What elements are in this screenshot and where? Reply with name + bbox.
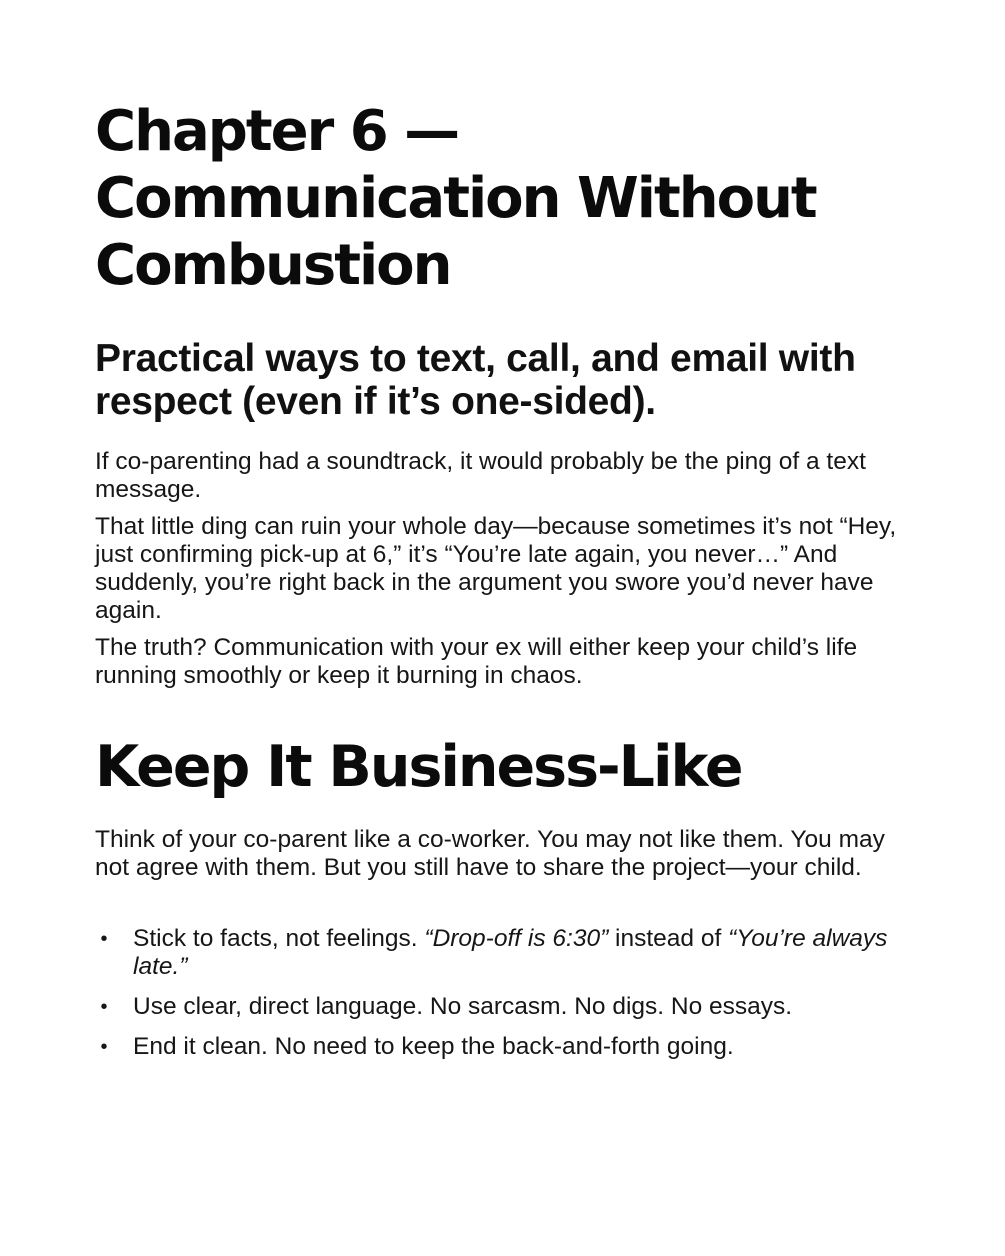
list-item [95,925,915,981]
tip-example-good: “Drop-off is 6:30” [424,925,609,952]
tip-text: End it clean. No need to keep the back-and-forth going. [133,1033,734,1060]
intro-paragraph: The truth? Communication with your ex will either keep your child’s life running smoothly or keep it burning in chaos. [95,634,858,689]
bullet-icon: • [100,1036,108,1058]
chapter-title-line: Combustion [95,233,451,298]
chapter-title [95,98,915,299]
tip-connector: instead of [608,925,729,952]
bullet-icon: • [100,996,108,1018]
list-item [95,993,915,1021]
list-item [95,1033,915,1061]
chapter-title-line: Chapter 6 — [95,99,459,164]
chapter-title-line: Communication Without [95,166,816,231]
tips-list [95,925,915,1061]
bullet-icon: • [100,928,108,950]
section-intro-paragraph: Think of your co-parent like a co-worker. You may not like them. You may not agree with them. But you still have to share the project—your child. [95,826,885,881]
section-heading: Keep It Business-Like [95,734,742,800]
chapter-subtitle: Practical ways to text, call, and email with respect (even if it’s one-sided). [95,337,856,423]
tip-example-bad: “You’re always late.” [133,925,888,980]
tip-text: Use clear, direct language. No sarcasm. No digs. No essays. [133,993,793,1020]
intro-paragraph: That little ding can ruin your whole day—because sometimes it’s not “Hey, just confirming pick-up at 6,” it’s “You’re late again, you never…” And suddenly, you’re right back in the argument you swore you’d never have again. [95,513,897,624]
tip-lead: Stick to facts, not feelings. [133,925,425,952]
intro-paragraph: If co-parenting had a soundtrack, it would probably be the ping of a text message. [95,448,866,503]
